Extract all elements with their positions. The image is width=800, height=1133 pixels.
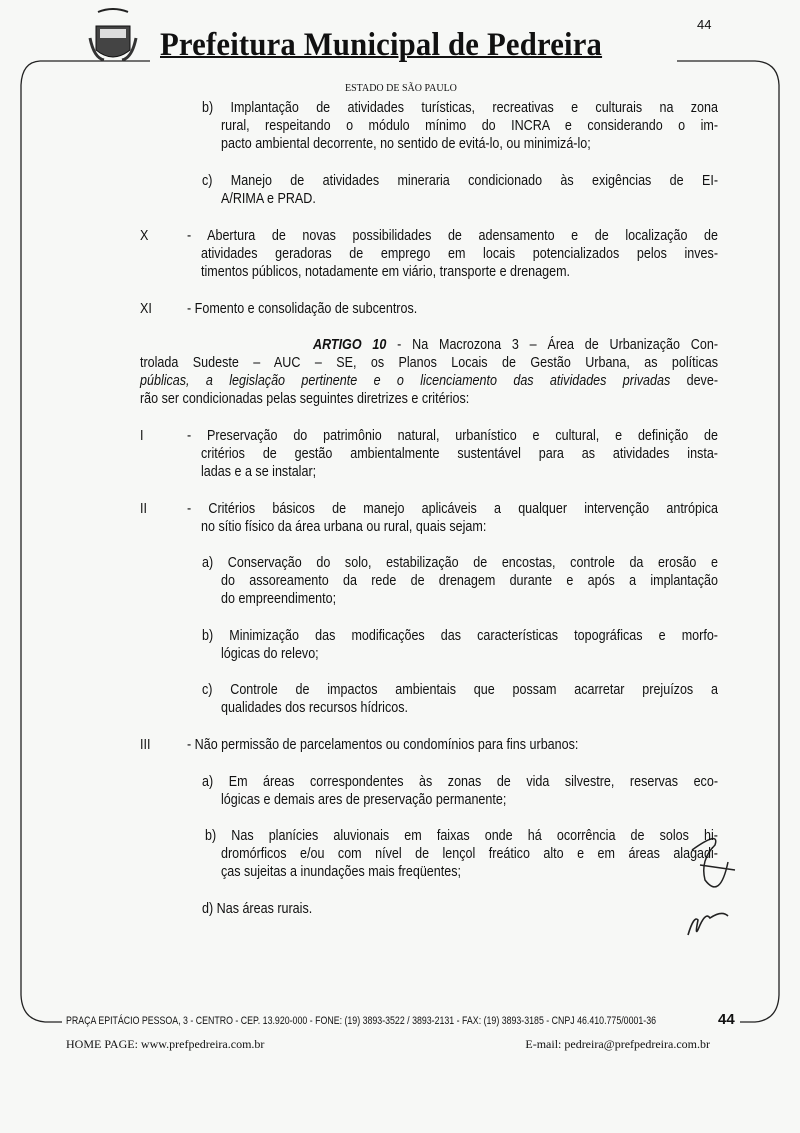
- coat-of-arms-logo: [86, 8, 140, 70]
- text-segment: - Abertura de novas possibilidades de adensamento e de localização de: [187, 228, 718, 244]
- text-line: [202, 682, 718, 698]
- text-segment: deve-: [670, 373, 719, 389]
- page-title: Prefeitura Municipal de Pedreira: [160, 27, 603, 63]
- text-segment: b) Implantação de atividades turísticas, recreativas e culturais na zona: [202, 100, 718, 116]
- text-segment: b) Nas planícies aluvionais em faixas onde há ocorrência de solos hi-: [205, 828, 718, 844]
- text-segment: - Na Macrozona 3 – Área de Urbanização Con-: [386, 337, 719, 353]
- text-line: [221, 846, 718, 862]
- text-line: [201, 446, 718, 462]
- text-line: [221, 118, 718, 134]
- text-segment: timentos públicos, notadamente em viário, transporte e drenagem.: [201, 264, 571, 280]
- text-segment: no sítio físico da área urbana ou rural, quais sejam:: [201, 519, 487, 535]
- text-segment: critérios de gestão ambientalmente sustentável para as atividades insta-: [201, 446, 718, 462]
- text-segment: trolada Sudeste – AUC – SE, os Planos Locais de Gestão Urbana, as políticas: [140, 355, 718, 371]
- article-heading: ARTIGO 10: [313, 337, 387, 353]
- state-subtitle: ESTADO DE SÃO PAULO: [345, 83, 457, 94]
- text-segment: rão ser condicionadas pelas seguintes diretrizes e critérios:: [140, 391, 470, 407]
- text-segment: lógicas e demais ares de preservação permanente;: [221, 792, 507, 808]
- text-segment: rural, respeitando o módulo mínimo do INCRA e considerando o im-: [221, 118, 718, 134]
- text-line: [187, 228, 718, 244]
- text-line: [201, 246, 718, 262]
- item-roman-numeral: II: [140, 501, 147, 517]
- footer-email: E-mail: pedreira@prefpedreira.com.br: [525, 1037, 710, 1051]
- text-line: [187, 301, 417, 317]
- text-line: [221, 191, 316, 207]
- item-roman-numeral: XI: [140, 301, 152, 317]
- text-line: [201, 264, 570, 280]
- text-line: [201, 519, 486, 535]
- text-segment: - Não permissão de parcelamentos ou condomínios para fins urbanos:: [187, 737, 579, 753]
- text-line: [205, 828, 718, 844]
- text-line: [202, 628, 718, 644]
- text-segment: qualidades dos recursos hídricos.: [221, 700, 408, 716]
- text-segment: - Preservação do patrimônio natural, urbanístico e cultural, e definição de: [187, 428, 718, 444]
- text-segment: dromórficos e/ou com nível de lençol freático alto e em áreas alagadi-: [221, 846, 718, 862]
- signature-initials: [688, 913, 728, 935]
- text-segment: do empreendimento;: [221, 591, 337, 607]
- text-line: [187, 737, 578, 753]
- text-segment: - Fomento e consolidação de subcentros.: [187, 301, 418, 317]
- text-segment: lógicas do relevo;: [221, 646, 319, 662]
- text-line: [221, 136, 591, 152]
- text-line: [202, 901, 312, 917]
- text-segment: d) Nas áreas rurais.: [202, 901, 313, 917]
- text-segment: - Critérios básicos de manejo aplicáveis a qualquer intervenção antrópica: [187, 501, 718, 517]
- text-line: [202, 774, 718, 790]
- item-roman-numeral: X: [140, 228, 149, 244]
- text-line: [313, 337, 718, 353]
- text-line: [201, 464, 316, 480]
- text-segment: ladas e a se instalar;: [201, 464, 317, 480]
- text-segment: a) Conservação do solo, estabilização de encostas, controle da erosão e: [202, 555, 718, 571]
- text-segment: atividades geradoras de emprego em locais potencializados pelos inves-: [201, 246, 718, 262]
- page-number: 44: [697, 17, 712, 32]
- text-line: [221, 573, 718, 589]
- text-line: [140, 355, 718, 371]
- text-segment: b) Minimização das modificações das características topográficas e morfo-: [202, 628, 718, 644]
- footer-homepage: HOME PAGE: www.prefpedreira.com.br: [66, 1037, 265, 1051]
- text-line: [140, 391, 469, 407]
- text-segment: do assoreamento da rede de drenagem durante e após a implantação: [221, 573, 718, 589]
- item-roman-numeral: I: [140, 428, 144, 444]
- text-line: [187, 501, 718, 517]
- text-line: [202, 173, 718, 189]
- text-line: [202, 100, 718, 116]
- text-line: [187, 428, 718, 444]
- text-line: [202, 555, 718, 571]
- text-line: [140, 373, 718, 389]
- text-line: [221, 700, 408, 716]
- text-line: [221, 792, 506, 808]
- text-segment: c) Controle de impactos ambientais que possam acarretar prejuízos a: [202, 682, 718, 698]
- footer-page-number: 44: [718, 1011, 735, 1028]
- text-line: [221, 591, 336, 607]
- footer-address: PRAÇA EPITÁCIO PESSOA, 3 - CENTRO - CEP. 13.920-000 - FONE: (19) 3893-3522 / 3893-2131 - FAX: (19) 3893-3185 - CNPJ 46.410.775/0001-36: [66, 1015, 657, 1027]
- text-line: [221, 646, 319, 662]
- text-segment: públicas, a legislação pertinente e o licenciamento das atividades privadas: [140, 373, 671, 389]
- text-segment: A/RIMA e PRAD.: [221, 191, 316, 207]
- text-segment: pacto ambiental decorrente, no sentido de evitá-lo, ou minimizá-lo;: [221, 136, 591, 152]
- text-line: [221, 864, 461, 880]
- text-segment: c) Manejo de atividades mineraria condicionado às exigências de EI-: [202, 173, 718, 189]
- text-segment: ças sujeitas a inundações mais freqüentes;: [221, 864, 462, 880]
- text-segment: a) Em áreas correspondentes às zonas de vida silvestre, reservas eco-: [202, 774, 718, 790]
- item-roman-numeral: III: [140, 737, 151, 753]
